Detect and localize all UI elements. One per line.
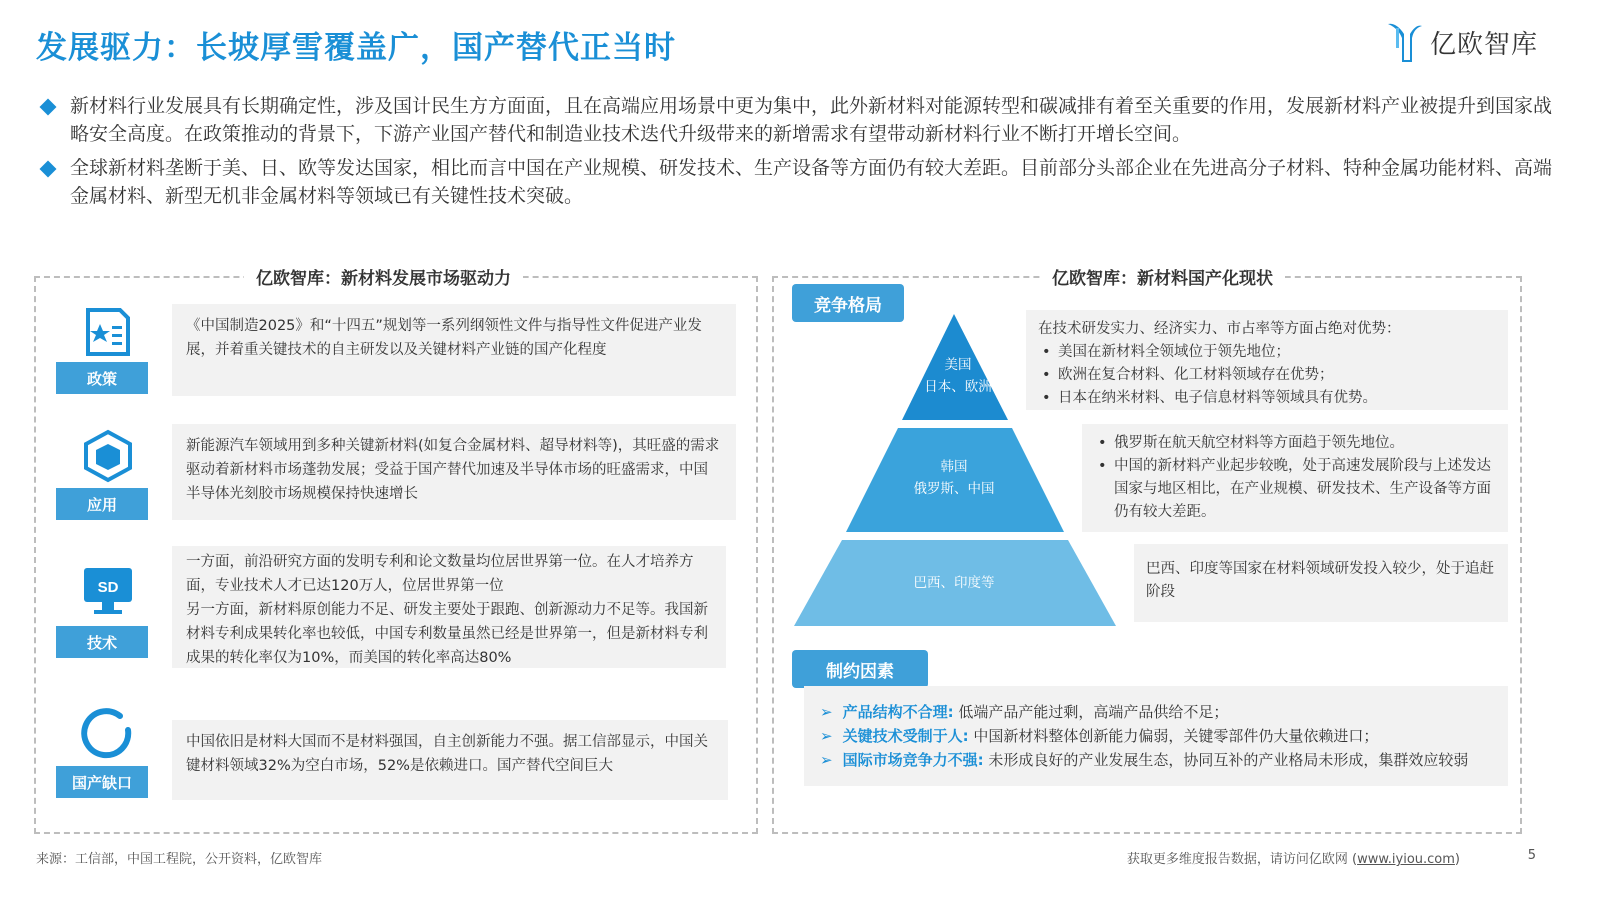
- driver-domestic-gap: [56, 702, 736, 802]
- competition-tag: 竞争格局: [792, 284, 904, 322]
- policy-document-icon: [80, 304, 136, 360]
- constraint-item: [820, 700, 1492, 724]
- svg-text:SD: SD: [97, 579, 119, 596]
- tier-2-info: [1082, 424, 1508, 532]
- footer-cta-end: ): [1454, 852, 1460, 867]
- panel-title: 亿欧智库：新材料发展市场驱动力: [244, 264, 523, 289]
- pyramid-tier-2-line2: 俄罗斯、中国: [913, 481, 995, 497]
- logo-text: 亿欧智库: [1429, 29, 1538, 60]
- constraint-item: [820, 748, 1492, 772]
- driver-text: 一方面，前沿研究方面的发明专利和论文数量均位居世界第一位。在人才培养方面，专业技术人才已达120万人，位居世界第一位 另一方面，新材料原创能力不足、研发主要处于跟跑、创新源动力不足等。我国新材料专利成果转化率也较低，中国专利数量虽然已经是世界第一，但是新材料专利成果的转化率仅为10%，而美国的转化率高达80%: [172, 546, 726, 668]
- monitor-icon: [80, 562, 136, 618]
- market-drivers-panel: [34, 269, 758, 834]
- tier-3-info: 巴西、印度等国家在材料领域研发投入较少，处于追赶阶段: [1134, 544, 1508, 622]
- constraint-key: 关键技术受制于人:: [842, 727, 969, 745]
- logo: [1386, 20, 1538, 64]
- panel-title: 亿欧智库：新材料国产化现状: [1040, 264, 1285, 289]
- arrow-right-icon: ➢: [820, 703, 833, 721]
- driver-text: 中国依旧是材料大国而不是材料强国，自主创新能力不强。据工信部显示，中国关键材料领域32%为空白市场，52%是依赖进口。国产替代空间巨大: [172, 720, 728, 800]
- bullet-text: 新材料行业发展具有长期确定性，涉及国计民生方方面面，且在高端应用场景中更为集中，此外新材料对能源转型和碳减排有着至关重要的作用，发展新材料产业被提升到国家战略安全高度。在政策推动的背景下，下游产业国产替代和制造业技术迭代升级带来的新增需求有望带动新材料行业不断打开增长空间。: [70, 95, 1553, 145]
- domestication-status-panel: [772, 269, 1522, 834]
- cube-icon: [80, 428, 136, 484]
- pyramid-tier-3-label: [874, 572, 1034, 594]
- constraint-list: [804, 686, 1508, 786]
- driver-label: 政策: [56, 362, 148, 394]
- footer-cta-text: 获取更多维度报告数据，请访问亿欧网 (: [1126, 852, 1358, 867]
- constraint-text: [843, 700, 1229, 724]
- ring-gap-icon: [80, 706, 136, 762]
- tier-1-info: [1026, 310, 1508, 410]
- intro-bullet: [36, 92, 1556, 148]
- tier-1-intro: 在技术研发实力、经济实力、市占率等方面占绝对优势：: [1038, 321, 1401, 337]
- list-item: • 俄罗斯在航天航空材料等方面趋于领先地位。: [1094, 432, 1496, 455]
- constraint-desc: 未形成良好的产业发展生态，协同互补的产业格局未形成，集群效应较弱: [983, 751, 1469, 769]
- driver-application: [56, 424, 736, 524]
- driver-text: 新能源汽车领域用到多种关键新材料(如复合金属材料、超导材料等)，其旺盛的需求驱动着新材料市场蓬勃发展；受益于国产替代加速及半导体市场的旺盛需求，中国半导体光刻胶市场规模保持快速增长: [172, 424, 736, 520]
- tier-1-list: [1038, 341, 1496, 410]
- constraint-desc: 低端产品产能过剩，高端产品供给不足；: [953, 703, 1229, 721]
- list-item: • 中国的新材料产业起步较晚，处于高速发展阶段与上述发达国家与地区相比，在产业规模、研发技术、生产设备等方面仍有较大差距。: [1094, 455, 1496, 524]
- constraint-key: 国际市场竞争力不强:: [842, 751, 984, 769]
- diamond-bullet-icon: [40, 99, 57, 116]
- page-title: 发展驱力：长坡厚雪覆盖广，国产替代正当时: [36, 30, 676, 66]
- driver-technology: [56, 546, 736, 678]
- website-link[interactable]: www.iyiou.com: [1357, 852, 1455, 867]
- arrow-right-icon: ➢: [820, 751, 833, 769]
- constraint-tag: 制约因素: [792, 650, 928, 688]
- pyramid-tier-3-line1: 巴西、印度等: [913, 575, 995, 591]
- bullet-text: 全球新材料垄断于美、日、欧等发达国家，相比而言中国在产业规模、研发技术、生产设备等方面仍有较大差距。目前部分头部企业在先进高分子材料、特种金属功能材料、高端金属材料、新型无机非金属材料等领域已有关键性技术突破。: [70, 157, 1553, 207]
- driver-text: 《中国制造2025》和“十四五”规划等一系列纲领性文件与指导性文件促进产业发展，并着重关键技术的自主研发以及关键材料产业链的国产化程度: [172, 304, 736, 396]
- pyramid-tier-2-line1: 韩国: [940, 459, 968, 475]
- logo-mark-icon: [1386, 20, 1424, 64]
- constraint-text: [843, 748, 1469, 772]
- pyramid-tier-1-line1: 美国: [944, 357, 972, 373]
- driver-policy: [56, 304, 736, 400]
- diamond-bullet-icon: [40, 161, 57, 178]
- constraint-desc: 中国新材料整体创新能力偏弱，关键零部件仍大量依赖进口；: [968, 727, 1379, 745]
- footer-cta: [1127, 848, 1460, 867]
- arrow-right-icon: ➢: [820, 727, 833, 745]
- constraint-key: 产品结构不合理:: [842, 703, 954, 721]
- constraint-text: [843, 724, 1379, 748]
- intro-bullet: [36, 154, 1556, 210]
- driver-label: 技术: [56, 626, 148, 658]
- list-item: • 美国在新材料全领域位于领先地位；: [1038, 341, 1496, 364]
- intro-bullets: [36, 92, 1556, 216]
- list-item: • 日本在纳米材料、电子信息材料等领域具有优势。: [1038, 387, 1496, 410]
- source-note: 来源：工信部，中国工程院，公开资料，亿欧智库: [36, 852, 323, 867]
- list-item: • 欧洲在复合材料、化工材料领域存在优势；: [1038, 364, 1496, 387]
- pyramid-tier-1-label: [890, 354, 1026, 398]
- driver-label: 国产缺口: [56, 766, 148, 798]
- tier-2-list: [1094, 432, 1496, 524]
- driver-label: 应用: [56, 488, 148, 520]
- page-number: 5: [1527, 848, 1536, 863]
- pyramid-tier-1-line2: 日本、欧洲: [924, 379, 992, 395]
- pyramid-tier-2-label: [874, 456, 1034, 500]
- constraint-item: [820, 724, 1492, 748]
